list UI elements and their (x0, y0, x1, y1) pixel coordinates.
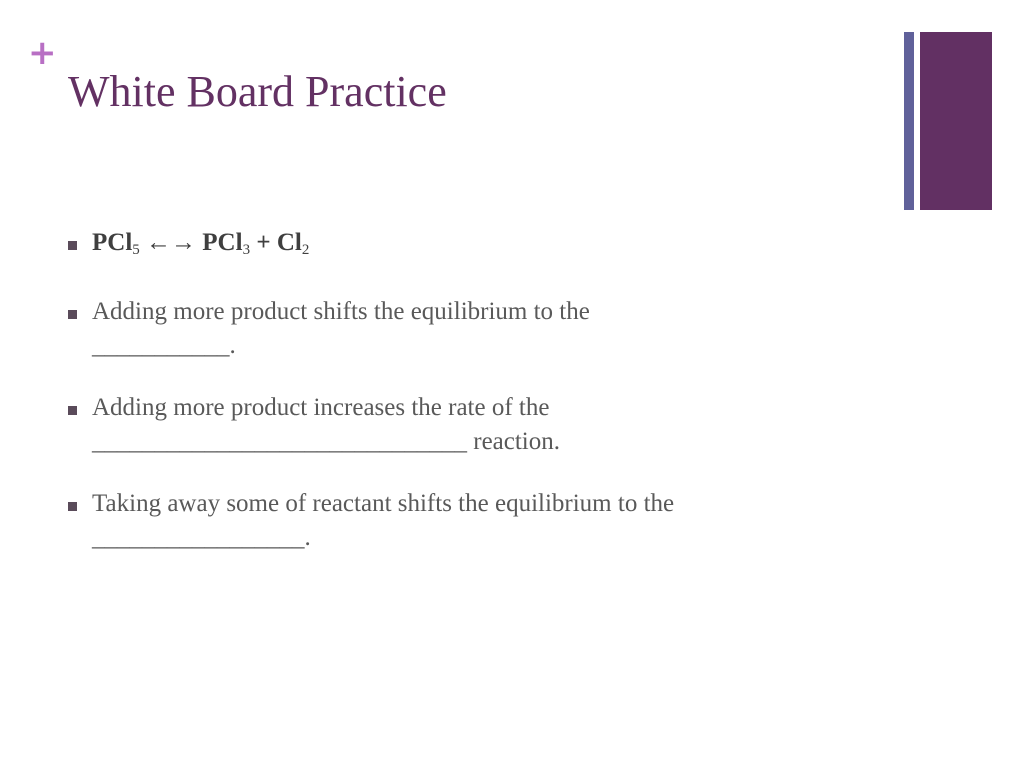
list-item-equation (68, 226, 908, 267)
accent-bar-wide (920, 32, 992, 210)
plus-sign: + (256, 229, 271, 256)
bullet-text-line2: ______________________________ reaction. (92, 428, 561, 455)
bullet-text-line2: _________________. (92, 524, 311, 551)
reactant-formula: PCl (92, 229, 133, 256)
bullet-square-icon (68, 310, 77, 319)
chemical-equation (92, 229, 309, 256)
bullet-square-icon (68, 406, 77, 415)
plus-icon: + (28, 33, 57, 73)
bullet-text-line1: Adding more product increases the rate of the (92, 394, 550, 421)
bullet-square-icon (68, 502, 77, 511)
list-item (68, 391, 908, 459)
accent-bar-narrow (904, 32, 914, 210)
bullet-text-line1: Adding more product shifts the equilibrium to the (92, 298, 590, 325)
product2-formula: Cl (276, 229, 302, 256)
equilibrium-arrows: ←→ (146, 229, 197, 256)
product1-subscript: 3 (242, 242, 251, 258)
list-item (68, 487, 908, 555)
bullet-text-line2: ___________. (92, 332, 236, 359)
product1-formula: PCl (202, 229, 243, 256)
slide-title: White Board Practice (68, 67, 447, 116)
reactant-subscript: 5 (132, 242, 140, 258)
bullet-text-line1: Taking away some of reactant shifts the equilibrium to the (92, 490, 675, 517)
bullet-square-icon (68, 241, 77, 250)
product2-subscript: 2 (301, 242, 310, 258)
bullet-list (68, 226, 908, 583)
list-item (68, 295, 908, 363)
